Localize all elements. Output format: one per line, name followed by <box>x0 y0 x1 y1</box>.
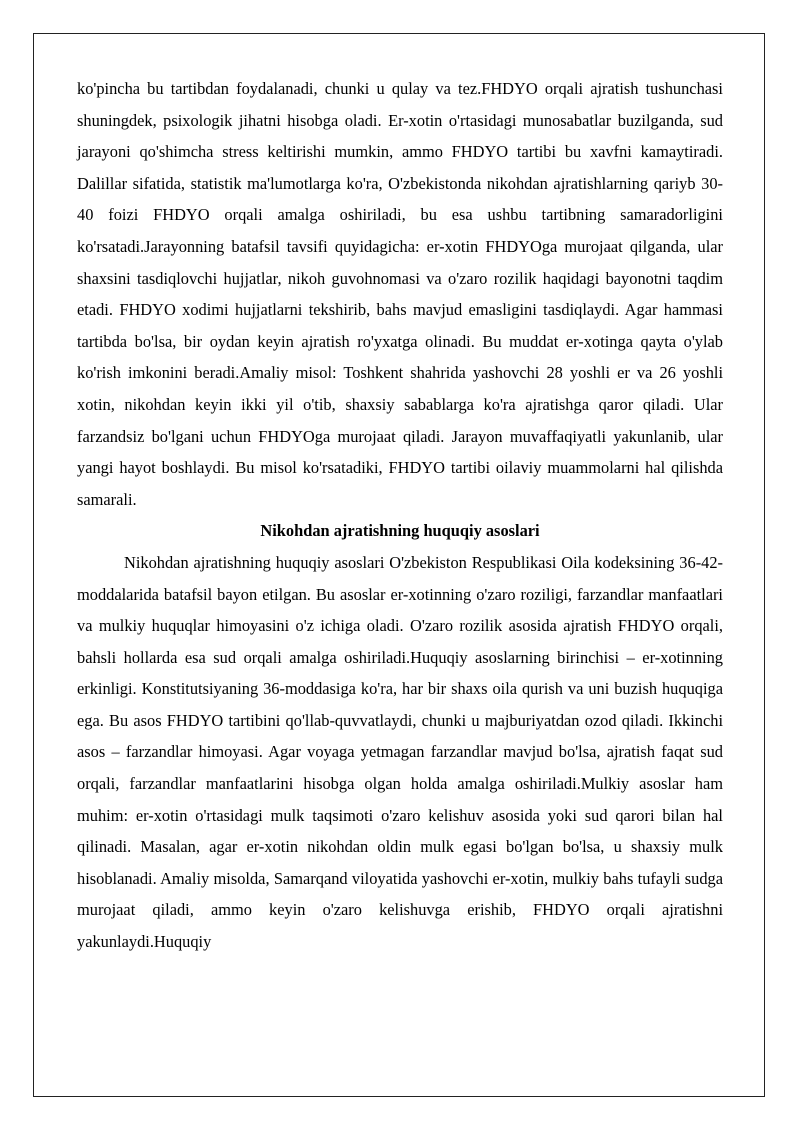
body-paragraph: Nikohdan ajratishning huquqiy asoslari O'zbekiston Respublikasi Oila kodeksining 36-42-moddalarida batafsil bayon etilgan. Bu asoslar er-xotinning o'zaro roziligi, farzandlar manfaatlari va mulkiy huquqlar himoyasini o'z ichiga oladi. O'zaro rozilik asosida ajratish FHDYO orqali, bahsli hollarda esa sud orqali amalga oshiriladi.Huquqiy asoslarning birinchisi – er-xotinning erkinligi. Konstitutsiyaning 36-moddasiga ko'ra, har bir shaxs oila qurish va uni buzish huquqiga ega. Bu asos FHDYO tartibini qo'llab-quvvatlaydi, chunki u majburiyatdan ozod qiladi. Ikkinchi asos – farzandlar himoyasi. Agar voyaga yetmagan farzandlar mavjud bo'lsa, ajratish faqat sud orqali, farzandlar manfaatlarini hisobga olgan holda amalga oshiriladi.Mulkiy asoslar ham muhim: er-xotin o'rtasidagi mulk taqsimoti o'zaro kelishuv asosida yoki sud qarori bilan hal qilinadi. Masalan, agar er-xotin nikohdan oldin mulk egasi bo'lgan bo'lsa, u shaxsiy mulk hisoblanadi. Amaliy misolda, Samarqand viloyatida yashovchi er-xotin, mulkiy bahs tufayli sudga murojaat qiladi, ammo keyin o'zaro kelishuvga erishib, FHDYO orqali ajratishni yakunlaydi.Huquqiy <box>77 552 723 952</box>
section-heading: Nikohdan ajratishning huquqiy asoslari <box>260 521 540 541</box>
document-body <box>77 73 723 958</box>
body-paragraph: ko'pincha bu tartibdan foydalanadi, chunki u qulay va tez.FHDYO orqali ajratish tushunchasi shuningdek, psixologik jihatni hisobga oladi. Er-xotin o'rtasidagi munosabatlar buzilganda, sud jarayoni qo'shimcha stress keltirishi mumkin, ammo FHDYO tartibi bu xavfni kamaytiradi. Dalillar sifatida, statistik ma'lumotlarga ko'ra, O'zbekistonda nikohdan ajratishlarning qariyb 30-40 foizi FHDYO orqali amalga oshiriladi, bu esa ushbu tartibning samaradorligini ko'rsatadi.Jarayonning batafsil tavsifi quyidagicha: er-xotin FHDYOga murojaat qilganda, ular shaxsini tasdiqlovchi hujjatlar, nikoh guvohnomasi va o'zaro rozilik haqidagi bayonotni taqdim etadi. FHDYO xodimi hujjatlarni tekshirib, bahs mavjud emasligini tasdiqlaydi. Agar hammasi tartibda bo'lsa, bir oydan keyin ajratish ro'yxatga olinadi. Bu muddat er-xotinga qayta o'ylab ko'rish imkonini beradi.Amaliy misol: Toshkent shahrida yashovchi 28 yoshli er va 26 yoshli xotin, nikohdan keyin ikki yil o'tib, shaxsiy sabablarga ko'ra ajratishga qaror qiladi. Ular farzandsiz bo'lgani uchun FHDYOga murojaat qiladi. Jarayon muvaffaqiyatli yakunlanib, ular yangi hayot boshlaydi. Bu misol ko'rsatadiki, FHDYO tartibi oilaviy muammolarni hal qilishda samarali. <box>77 79 723 509</box>
